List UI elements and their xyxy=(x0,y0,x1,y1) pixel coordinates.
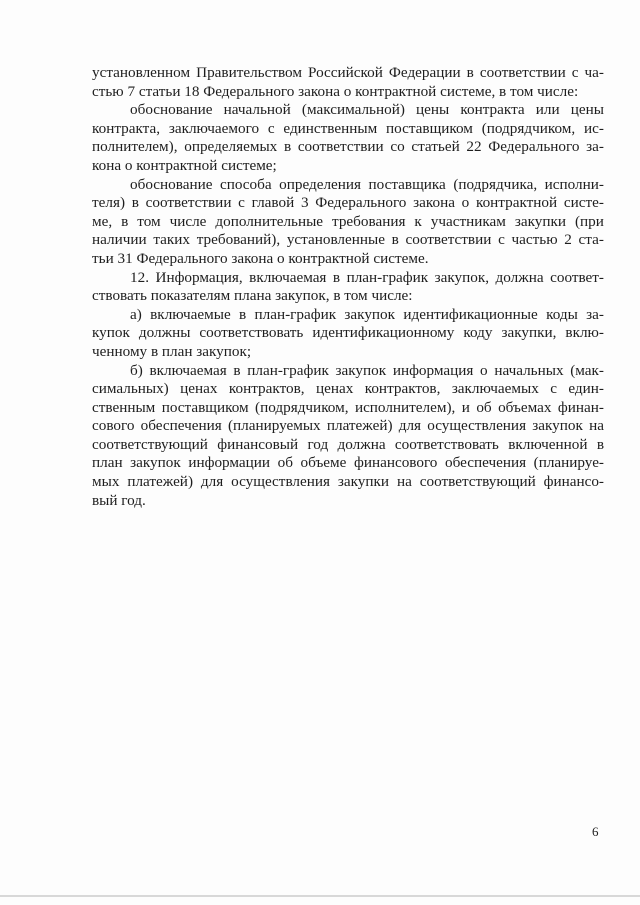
word: поставщика xyxy=(368,175,446,193)
word: финансовый xyxy=(217,435,299,453)
word: вклю- xyxy=(565,324,604,342)
word: соответствовать xyxy=(199,324,304,342)
word: (мак- xyxy=(570,361,604,379)
word: в xyxy=(596,435,604,453)
word: включаемая xyxy=(249,268,327,286)
word: (подрядчиком, xyxy=(255,398,349,416)
word: том xyxy=(137,212,161,230)
word: установленные xyxy=(286,231,385,249)
scan-edge xyxy=(0,895,640,897)
word: и xyxy=(461,398,470,416)
word: соответ- xyxy=(550,268,604,286)
word: на xyxy=(589,417,604,435)
word: заключаемых xyxy=(451,380,539,398)
word: объемах xyxy=(498,398,552,416)
word: способа xyxy=(219,175,272,193)
word: об xyxy=(277,454,293,472)
text-line xyxy=(92,454,604,473)
word: Российской xyxy=(308,64,383,81)
text-line xyxy=(92,213,604,232)
word: в xyxy=(283,138,292,156)
word: о xyxy=(461,194,470,212)
text-line xyxy=(92,417,604,436)
word: закона xyxy=(413,194,455,212)
word: с xyxy=(238,194,245,212)
word: ис- xyxy=(583,119,604,137)
word: обоснование xyxy=(130,101,213,119)
word: в xyxy=(131,194,139,212)
word: (максимальной) xyxy=(301,101,405,119)
word: (подрядчиком, xyxy=(481,119,576,137)
text-line xyxy=(92,120,604,139)
word: ста- xyxy=(578,231,604,249)
word: финансового xyxy=(353,454,438,472)
text-line: кона о контрактной системе; xyxy=(92,156,277,174)
word: дополнительные xyxy=(215,212,324,230)
word: коду xyxy=(463,324,493,342)
word: числе xyxy=(169,212,207,230)
word: 22 xyxy=(466,138,482,156)
word: закупки xyxy=(514,212,566,230)
word: частью xyxy=(511,231,558,249)
word: закупки, xyxy=(501,324,557,342)
word: наличии xyxy=(92,231,147,249)
word: Федерального xyxy=(315,194,407,212)
text-line: вый год. xyxy=(92,491,146,509)
word: систе- xyxy=(563,194,604,212)
word: цены xyxy=(570,101,604,119)
text-line xyxy=(92,64,604,83)
word: 12. xyxy=(130,268,149,286)
text-line: стью 7 статьи 18 Федерального закона о контрактной системе, в том числе: xyxy=(92,82,579,100)
word: соответствующий xyxy=(419,473,536,491)
word: соответствии xyxy=(479,64,566,81)
word: должна xyxy=(495,268,544,286)
word: в xyxy=(391,231,399,249)
word: закупки xyxy=(337,473,390,491)
word: год xyxy=(307,435,329,453)
word: за- xyxy=(586,138,604,156)
text-line xyxy=(92,231,604,250)
word: объеме xyxy=(300,454,347,472)
word: контрактов, xyxy=(364,380,441,398)
word: соответствовать xyxy=(394,435,499,453)
word: Правительством xyxy=(196,64,302,81)
word: коды xyxy=(546,305,578,323)
word: ственным xyxy=(92,398,156,416)
word: контракта, xyxy=(92,119,161,137)
word: определяемых xyxy=(184,138,278,156)
word: платежей) xyxy=(127,473,193,491)
word: (планируемых xyxy=(227,417,321,435)
document-body xyxy=(92,64,604,510)
word: с xyxy=(550,380,557,398)
word: соответствии xyxy=(297,138,384,156)
word: 3 xyxy=(300,194,309,212)
word: полнителем), xyxy=(92,138,178,156)
word: купок xyxy=(92,324,130,342)
word: единственным xyxy=(283,119,378,137)
text-line xyxy=(92,194,604,213)
word: в xyxy=(332,268,341,286)
word: должна xyxy=(337,435,386,453)
text-line xyxy=(92,436,604,455)
word: информация xyxy=(392,361,474,379)
word: в xyxy=(239,305,247,323)
word: Информация, xyxy=(155,268,243,286)
word: план-график xyxy=(247,361,329,379)
word: закупок xyxy=(532,417,583,435)
word: включенной xyxy=(508,435,588,453)
word: статьей xyxy=(411,138,460,156)
word: информации xyxy=(188,454,271,472)
text-line: ченному в план закупок; xyxy=(92,342,252,360)
word: начальной xyxy=(223,101,291,119)
text-line xyxy=(92,473,604,492)
word: заключаемого xyxy=(168,119,260,137)
word: соответствующий xyxy=(92,435,208,453)
word: со xyxy=(390,138,405,156)
word: к xyxy=(414,212,422,230)
word: исполни- xyxy=(544,175,604,193)
word: мых xyxy=(92,473,120,491)
word: един- xyxy=(568,380,604,398)
word: план-график xyxy=(254,305,337,323)
text-line xyxy=(92,399,604,418)
word: требований), xyxy=(196,231,281,249)
word: поставщиком xyxy=(386,119,473,137)
word: 2 xyxy=(564,231,572,249)
word: на xyxy=(396,473,412,491)
text-line xyxy=(92,269,604,288)
word: таких xyxy=(153,231,190,249)
word: участникам xyxy=(430,212,506,230)
word: сового xyxy=(92,417,135,435)
word: с xyxy=(498,231,505,249)
word: за- xyxy=(586,305,604,323)
word: обеспечения xyxy=(444,454,527,472)
word: осуществления xyxy=(231,473,330,491)
word: Федерации xyxy=(388,64,461,81)
word: план xyxy=(92,454,123,472)
text-line xyxy=(92,362,604,381)
word: соответствии xyxy=(145,194,232,212)
word: идентификационному xyxy=(312,324,455,342)
text-line xyxy=(92,101,604,120)
word: ме, xyxy=(92,212,113,230)
word: с xyxy=(571,64,579,81)
word: установленном xyxy=(92,64,191,81)
text-line xyxy=(92,176,604,195)
word: а) xyxy=(130,305,142,323)
word: б) xyxy=(130,361,143,379)
word: для xyxy=(200,473,224,491)
text-line xyxy=(92,138,604,157)
text-line xyxy=(92,324,604,343)
word: контрактной xyxy=(475,194,558,212)
word: цены xyxy=(416,101,450,119)
word: ценах xyxy=(315,380,354,398)
word: закупок xyxy=(130,454,181,472)
word: контракта xyxy=(460,101,525,119)
word: начальных xyxy=(494,361,564,379)
word: Федерального xyxy=(488,138,580,156)
word: ча- xyxy=(584,64,604,81)
word: (планируе- xyxy=(533,454,604,472)
text-line xyxy=(92,306,604,325)
word: в xyxy=(233,361,241,379)
word: ценах xyxy=(180,380,218,398)
word: исполнителем), xyxy=(354,398,456,416)
word: платежей) xyxy=(326,417,393,435)
word: симальных) xyxy=(92,380,169,398)
word: обоснование xyxy=(130,175,213,193)
word: идентификационные xyxy=(403,305,538,323)
word: поставщиком xyxy=(161,398,249,416)
word: закупок, xyxy=(434,268,490,286)
word: определения xyxy=(279,175,362,193)
word: соответствии xyxy=(405,231,492,249)
text-line xyxy=(92,380,604,399)
word: финан- xyxy=(557,398,604,416)
word: закупок xyxy=(344,305,396,323)
word: о xyxy=(480,361,488,379)
word: финансо- xyxy=(543,473,604,491)
word: обеспечения xyxy=(140,417,222,435)
word: включаемые xyxy=(150,305,231,323)
text-line: тьи 31 Федерального закона о контрактной системе. xyxy=(92,249,429,267)
word: (при xyxy=(574,212,604,230)
word: с xyxy=(267,119,275,137)
text-line: ствовать показателям плана закупок, в том числе: xyxy=(92,287,413,305)
word: (подрядчика, xyxy=(453,175,538,193)
word: главой xyxy=(251,194,295,212)
word: в xyxy=(466,64,474,81)
word: требования xyxy=(332,212,406,230)
word: об xyxy=(476,398,492,416)
word: закупок xyxy=(335,361,387,379)
word: должны xyxy=(138,324,191,342)
word: план-график xyxy=(346,268,429,286)
word: контрактов, xyxy=(228,380,305,398)
word: осуществления xyxy=(427,417,527,435)
word: в xyxy=(121,212,129,230)
page-number: 6 xyxy=(592,824,599,839)
word: теля) xyxy=(92,194,126,212)
word: включаемая xyxy=(149,361,227,379)
word: для xyxy=(398,417,422,435)
word: или xyxy=(535,101,560,119)
